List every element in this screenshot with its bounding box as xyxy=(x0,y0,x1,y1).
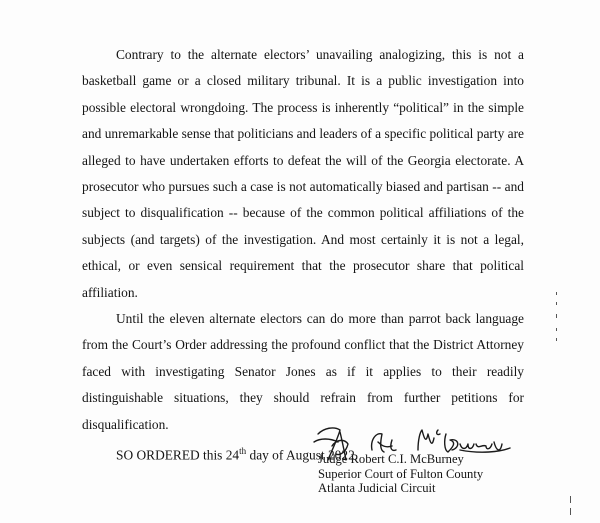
signature-block xyxy=(316,420,536,500)
scan-margin-marks xyxy=(555,292,559,352)
so-ordered-suffix: day of August 2022. xyxy=(246,447,359,463)
scan-bottom-mark xyxy=(569,496,571,516)
circuit-name: Atlanta Judicial Circuit xyxy=(318,481,436,496)
signature-lines xyxy=(318,452,483,496)
paragraph-1: Contrary to the alternate electors’ unavailing analogizing, this is not a basketball game or a closed military tribunal. It is a public investigation into possible electoral wrongdoing. The process is inherently “political” in the simple and unremarkable sense that politicians and leaders of a specific political party are alleged to have undertaken efforts to defeat the will of the Georgia electorate. A prosecutor who pursues such a case is not automatically biased and partisan -- and subject to disqualification -- because of the common political affiliations of the subjects (and targets) of the investigation. And most certainly it is not a legal, ethical, or even sensical requirement that the prosecutor share that political affiliation. xyxy=(82,47,524,300)
court-name: Superior Court of Fulton County xyxy=(318,466,484,481)
so-ordered-superscript: th xyxy=(239,446,247,457)
judge-name: Judge Robert C.I. McBurney xyxy=(318,452,464,466)
order-body xyxy=(82,42,524,469)
so-ordered-prefix: SO ORDERED this 24 xyxy=(116,447,240,463)
paragraph-2: Until the eleven alternate electors can do more than parrot back language from the Court’s Order addressing the profound conflict that the District Attorney faced with investigating Senator Jones as if it applies to their readily distinguishable situations, they should refrain from further petitions for disqualification. xyxy=(82,311,524,432)
